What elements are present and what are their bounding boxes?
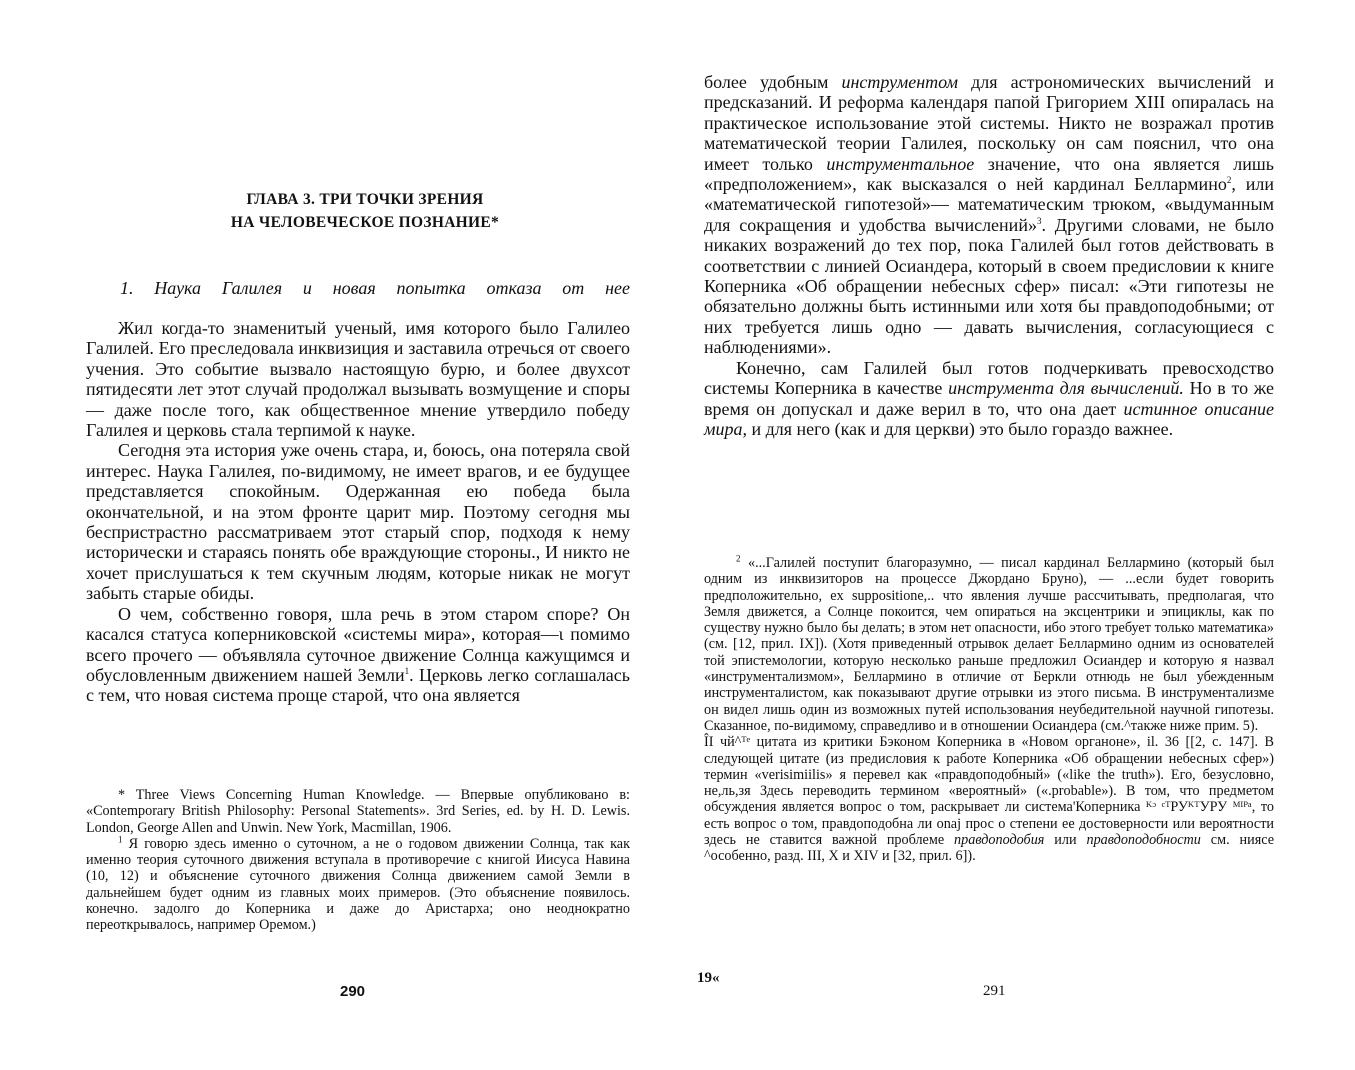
paragraph	[704, 72, 1274, 358]
page-number: 290	[340, 983, 366, 1000]
footnote-3	[704, 734, 1274, 864]
footnote-star: * Three Views Concerning Human Knowledge. — Впервые опубликовано в: «Contemporary British Philosophy: Personal Statements». 3rd Series, ed. by H. D. Lewis. London, George Allen and Unwin. New York, Macmillan, 1906.	[86, 787, 630, 836]
text: см. ниясе ^особенно, разд. III, X и XIV и [32, прил. 6]).	[704, 832, 1275, 865]
footnote-text: «...Галилей поступит благоразумно, — писал кардинал Беллармино (который был одним из инквизиторов на процессе Джордано Бруно), — ...если будет говорить предположительно, ex suppositione,.. что явления лучше рассчитывать, предполагая, что Земля движется, а Солнце покоится, чем опираться на эксцентрики и эпициклы, как по существу нужно было бы делать; в этом нет опасности, ибо этого требует только математика» (см. [12, прил. IX]). (Хотя приведенный отрывок делает Беллармино одним из основателей той эпистемологии, которую несколько раньше предложил Осиандер и которую я назвал «инструментализмом», Беллармино в отличие от Беркли отнюдь не был убежденным инструменталистом, как показывают другие отрывки из этого письма. В инструментализме он видел лишь один из возможных путей использования неубедительной научной гипотезы. Сказанное, по-видимому, справедливо и в отношении Осиандера (см.^также ниже прим. 5).	[704, 555, 1275, 734]
footnote-ref: 3	[1036, 215, 1042, 226]
text: для астрономических вычислений и предсказаний. И реформа календаря папой Григорием XIII опиралась на практическое использование этой системы. Никто не возражал против математической теории Галилея, поскольку он сам пояснил, что она имеет только	[704, 72, 1274, 174]
paragraph-text: . Церковь легко соглашалась с тем, что новая система проще старой, что она является	[86, 664, 630, 706]
text: . Другими словами, не было никаких возражений до тех пор, пока Галилей был готов действовать в соответствии с линией Осиандера, который в своем предисловии к книге Коперника «Об обращении небесных сфер» писал: «Эти гипотезы не обязательно должны быть истинными или хотя бы правдоподобными; от них требуется лишь одно — давать вычисления, согласующиеся с наблюдениями».	[704, 214, 1274, 358]
text: или	[1044, 832, 1087, 849]
chapter-title-line1: ГЛАВА 3. ТРИ ТОЧКИ ЗРЕНИЯ	[246, 191, 484, 208]
italic-text: правдоподобности	[1086, 832, 1201, 849]
text: , или «математической гипотезой»— математическим трюком, «выдуманным для сокращения и удобства вычислений»	[704, 174, 1275, 235]
footnote-ref: 2	[1226, 175, 1232, 186]
right-page	[677, 0, 1355, 1070]
signature-mark: 19«	[697, 970, 720, 986]
paragraph: Жил когда-то знаменитый ученый, имя которого было Галилео Галилей. Его преследовала инквизиция и заставила отречься от своего учения. Это событие вызвало настоящую бурю, и более двухсот пятидесяти лет этот случай продолжал вызывать возмущение и споры — даже после того, как общественное мнение утвердило победу Галилея и церковь стала терпимой к науке.	[86, 318, 630, 441]
footnote-1	[86, 836, 630, 934]
italic-text: инструментом	[841, 72, 958, 92]
right-footnotes	[704, 555, 1274, 865]
text: Конечно, сам Галилей был готов подчеркивать превосходство системы Коперника в качестве	[704, 357, 1274, 399]
paragraph-text: О чем, собственно говоря, шла речь в этом старом споре? Он касался статуса коперниковской «системы мира», которая—ι помимо всего прочего — объявляла суточное движение Солнца кажущимся и обусловленным движением нашей Земли	[86, 603, 630, 685]
left-body-text	[86, 318, 630, 706]
footnote-mark: 2	[736, 553, 741, 564]
left-footnotes	[86, 787, 630, 934]
footnote-ref: 1	[404, 665, 410, 676]
section-title: 1. Наука Галилея и новая попытка отказа от нее	[120, 278, 630, 298]
paragraph: Сегодня эта история уже очень стара, и, боюсь, она потеряла свой интерес. Наука Галилея, по-видимому, не имеет врагов, и ее будущее представляется спокойным. Одержанная ею победа была окончательной, и на этом фронте царит мир. Поэтому сегодня мы беспристрастно рассматриваем этот старый спор, подходя к нему исторически и стараясь понять обе враждующие стороны., И никто не хочет прислушаться к тем скучным людям, которые никак не могут забыть старые обиды.	[86, 440, 630, 604]
chapter-title	[200, 188, 530, 234]
italic-text: правдоподобия	[954, 832, 1045, 849]
text: Но в то же время он допускал и даже верил в то, что она дает	[704, 378, 1274, 419]
paragraph	[86, 604, 630, 706]
page-number: 291	[983, 983, 1006, 999]
left-page	[0, 0, 677, 1070]
footnote-text: Я говорю здесь именно о суточном, а не о годовом движении Солнца, так как именно теория суточного движения вступала в противоречие с книгой Иисуса Навина (10, 12) и объяснение суточного движения Солнца движением самой Земли в дальнейшем будет одним из главных моих примеров. (Это объяснение появилось. конечно. задолго до Коперника и даже до Аристарха; оно неоднократно переоткрывалось, например Оремом.)	[86, 835, 630, 934]
footnote-text: ÎI чй^ᵀᵉ цитата из критики Бэконом Коперника в «Новом органоне», il. 36 [[2, с. 147]. В следующей цитате (из предисловия к работе Коперника «Об обращении небесных сфер») термин «verisimiilis» я перевел как «правдоподобный» («like the truth»). Его, безусловно, не,ль,зя Здесь переводить термином «вероятный» («.probable»). В том, что предметом обсуждения является вопрос о том, раскрывает ли система'Коперника ᴷᵓ ᶜᵀРУᴷᵀУРУ ᴹᴵᴾᵃ, то есть вопрос о том, правдоподобна ли onaj прос о степени ее достоверности или вероятности здесь не ставится важной проблеме	[704, 734, 1274, 849]
right-body-text	[704, 72, 1274, 439]
italic-text: истинное описание мира,	[704, 398, 1274, 439]
paragraph	[704, 358, 1274, 440]
footnote-2	[704, 555, 1274, 734]
text: значение, что она является лишь «предположением», как высказался о ней кардинал Беллармино	[704, 153, 1274, 195]
italic-text: инструментальное	[826, 153, 975, 174]
chapter-title-line2: НА ЧЕЛОВЕЧЕСКОЕ ПОЗНАНИЕ*	[230, 214, 500, 231]
italic-text: инструмента для вычислений.	[948, 378, 1184, 399]
text: и для него (как и для церкви) это было гораздо важнее.	[747, 418, 1174, 439]
footnote-mark: 1	[118, 834, 123, 845]
text: более удобным	[704, 72, 842, 92]
